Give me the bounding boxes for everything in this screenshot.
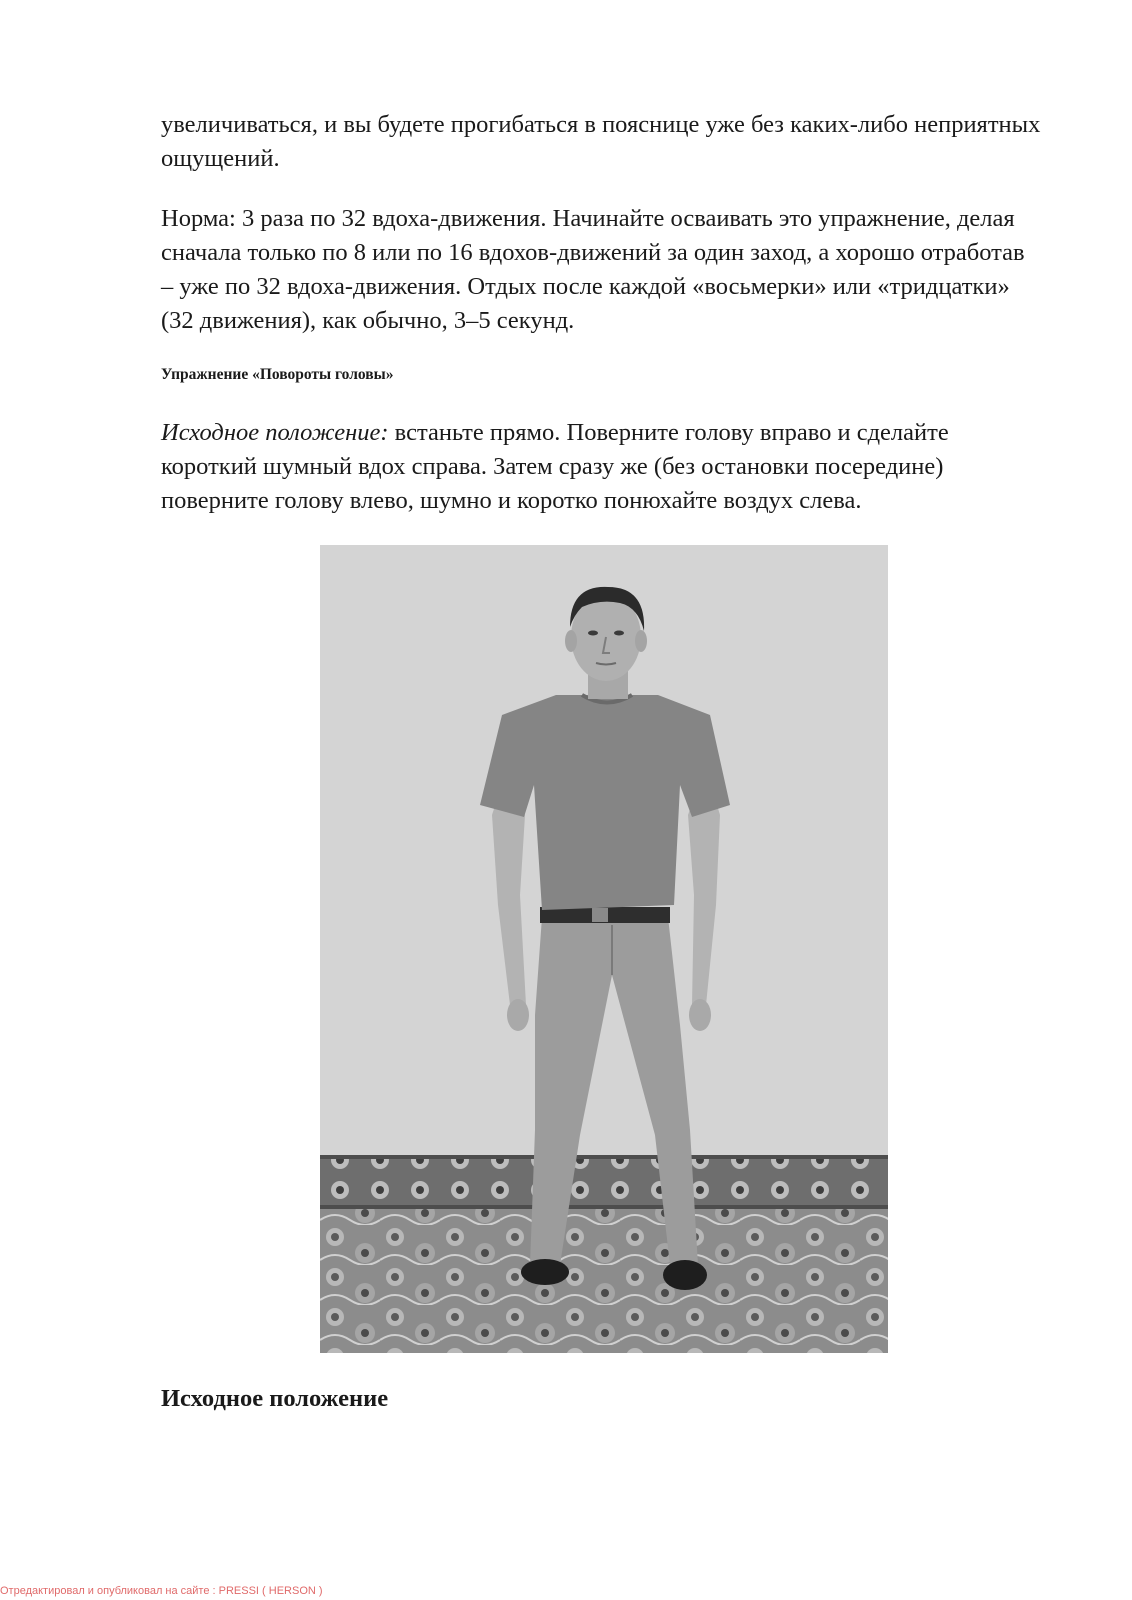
paragraph-norm: Норма: 3 раза по 32 вдоха-движения. Начинайте осваивать это упражнение, делая сначала только по 8 или по 16 вдохов-движений за один заход, а хорошо отработав – уже по 32 вдоха-движения. Отдых после каждой «восьмерки» или «тридцатки» (32 движения), как обычно, 3–5 секунд.: [161, 205, 1025, 334]
starting-position-label: Исходное положение:: [161, 419, 389, 446]
figure-caption: Исходное положение: [161, 1385, 389, 1412]
starting-position-text: встаньте прямо. Поверните голову вправо и сделайте короткий шумный вдох справа. Затем сразу же (без остановки посередине) поверните голову влево, шумно и коротко понюхайте воздух слева.: [161, 419, 949, 514]
paragraph-starting-position: [161, 416, 1041, 518]
paragraph-continuation: увеличиваться, и вы будете прогибаться в пояснице уже без каких-либо неприятных ощущений.: [161, 111, 1041, 172]
exercise-photo: [320, 545, 888, 1353]
exercise-heading: Упражнение «Повороты головы»: [161, 366, 394, 383]
footer-publisher-note: Отредактировал и опубликовал на сайте : PRESSI ( HERSON ): [0, 1585, 323, 1597]
standing-man-illustration: [320, 545, 888, 1353]
